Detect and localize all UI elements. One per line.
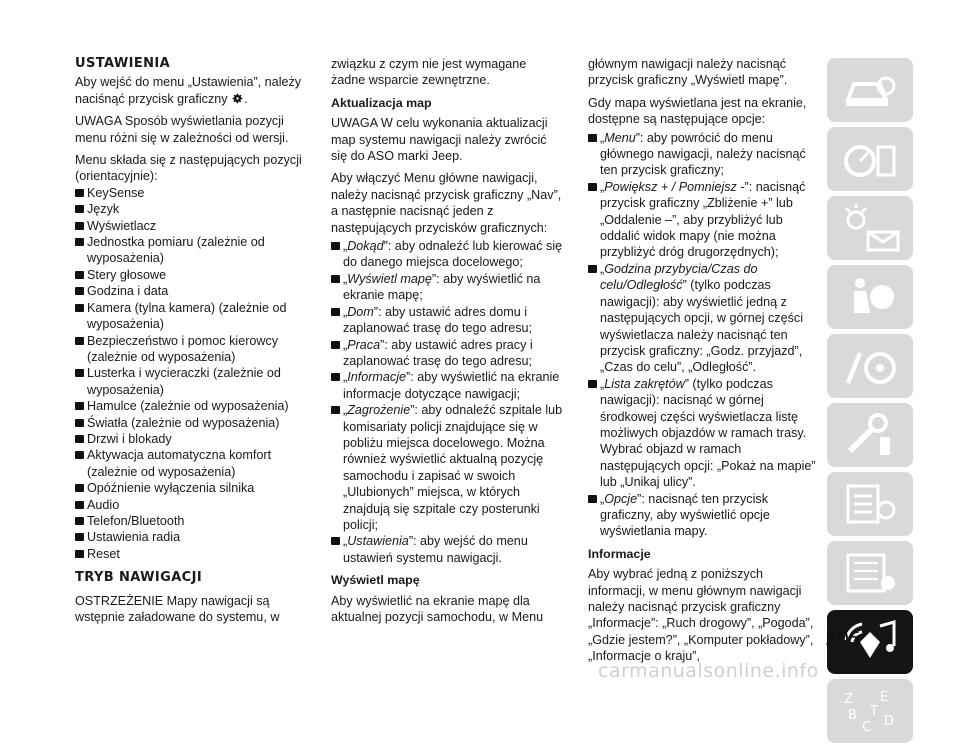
list-item: Wyświetlacz xyxy=(75,218,307,234)
option-text: : aby odnaleźć szpitale lub komisariaty policji znajdujące się w pobliżu miejsca docelowego. Można również wyświetlić aktualną pozycję samochodu i zapisać w swoich „Ulubionych” miejsca, w których znajdują się szpitale czy posterunki policji; xyxy=(343,403,563,532)
list-item: Stery głosowe xyxy=(75,267,307,283)
svg-text:D: D xyxy=(884,714,895,729)
option-name: Powiększ + / Pomniejsz - xyxy=(604,179,745,194)
page-number: 305 xyxy=(825,628,862,650)
option-item: „Dokąd”: aby odnaleźć lub kierować się do danego miejsca docelowego; xyxy=(331,238,563,271)
option-text: : aby ustawić adres pracy i zaplanować trasę do tego adresu; xyxy=(343,337,533,368)
tab-vehicle-overview[interactable] xyxy=(827,58,913,122)
section-title-settings: USTAWIENIA xyxy=(75,56,171,71)
svg-text:C: C xyxy=(862,720,872,735)
tab-emergency[interactable] xyxy=(827,403,913,467)
option-text: : aby powrócić do menu głównego nawigacji, należy nacisnąć ten przycisk graficzny; xyxy=(600,130,806,178)
option-text: : nacisnąć ten przycisk graficzny, aby wyświetlić opcje wyświetlania mapy. xyxy=(600,491,770,539)
paragraph: Aby wyświetlić na ekranie mapę dla aktualnej pozycji samochodu, w Menu xyxy=(331,593,544,624)
paragraph: Gdy mapa wyświetlana jest na ekranie, dostępne są następujące opcje: xyxy=(588,95,807,127)
column-1 xyxy=(75,56,307,631)
option-text: : aby wyświetlić na ekranie mapę; xyxy=(343,271,541,303)
list-item: Hamulce (zależnie od wyposażenia) xyxy=(75,398,307,414)
tab-safety[interactable] xyxy=(827,265,913,329)
paragraph-text: Aby wejść do menu „Ustawienia”, należy naciśnąć przycisk graficzny xyxy=(75,75,302,106)
list-item: Lusterka i wycieraczki (zależnie od wyposażenia) xyxy=(75,365,307,398)
option-name: Wyświetl mapę xyxy=(347,271,432,286)
option-name: Godzina przybycia/Czas do celu/Odległość xyxy=(600,261,758,293)
option-item: „Lista zakrętów” (tylko podczas nawigacji): nacisnąć w górnej środkowej części wyświetlacza listę możliwych objazdów w ramach trasy. Wybrać objazd w ramach następujących opcji: „Pokaż na mapie” lub „Unikaj ulicy”. xyxy=(588,376,816,491)
watermark: carmanualsonline.info xyxy=(598,660,819,682)
option-item: „Menu”: aby powrócić do menu głównego nawigacji, należy nacisnąć ten przycisk graficzny; xyxy=(588,130,816,179)
warning-paragraph: OSTRZEŻENIE Mapy nawigacji są wstępnie załadowane do systemu, w xyxy=(75,593,280,624)
paragraph xyxy=(75,74,307,107)
option-item: „Dom”: aby ustawić adres domu i zaplanować trasę do tego adresu; xyxy=(331,304,563,337)
tab-index[interactable] xyxy=(827,679,913,743)
note-paragraph: UWAGA W celu wykonania aktualizacji map systemu nawigacji należy zwrócić się do ASO marki Jeep. xyxy=(331,116,548,164)
list-item: Telefon/Bluetooth xyxy=(75,513,307,529)
option-name: Opcje xyxy=(604,491,638,506)
list-item: Ustawienia radia xyxy=(75,529,307,545)
option-item: „Opcje”: nacisnąć ten przycisk graficzny, aby wyświetlić opcje wyświetlania mapy. xyxy=(588,491,816,540)
note-paragraph: UWAGA Sposób wyświetlania pozycji menu różni się w zależności od wersji. xyxy=(75,114,289,145)
option-name: Dom xyxy=(347,304,374,319)
instrument-cluster-icon xyxy=(840,135,900,183)
svg-text:Z: Z xyxy=(844,692,853,707)
tab-service-maintenance[interactable] xyxy=(827,472,913,536)
paragraph: Aby wybrać jedną z poniższych informacji, w menu głównym nawigacji należy nacisnąć przycisk graficzny „Informacje”: „Ruch drogowy”, „Pogoda”, „Gdzie jestem?”, „Komputer pokładowy”, „Informacje o kraju”, xyxy=(588,567,814,664)
option-name: Lista zakrętów xyxy=(604,376,685,391)
option-text: : nacisnąć przycisk graficzny „Zbliżenie +” lub „Oddalenie –”, aby przybliżyć lub oddalić widok mapy (nie można przybliżyć dróg drugorzędnych); xyxy=(600,179,806,260)
option-item: „Wyświetl mapę”: aby wyświetlić na ekranie mapę; xyxy=(331,271,563,304)
list-item: Jednostka pomiaru (zależnie od wyposażenia) xyxy=(75,234,307,267)
option-name: Ustawienia xyxy=(347,534,409,549)
alphabet-index-icon xyxy=(840,687,900,735)
svg-text:T: T xyxy=(870,704,878,719)
list-item: Bezpieczeństwo i pomoc kierowcy (zależnie od wyposażenia) xyxy=(75,333,307,366)
subheading-map-update: Aktualizacja map xyxy=(331,95,432,110)
option-text: : aby ustawić adres domu i zaplanować trasę do tego adresu; xyxy=(343,304,533,336)
subheading-show-map: Wyświetl mapę xyxy=(331,573,420,588)
column-2 xyxy=(331,56,563,631)
technical-data-icon xyxy=(840,549,900,597)
tool-icon xyxy=(840,411,900,459)
list-item: Kamera (tylna kamera) (zależnie od wyposażenia) xyxy=(75,300,307,333)
option-text: : aby wejść do menu ustawień systemu nawigacji. xyxy=(343,534,528,565)
option-name: Informacje xyxy=(347,370,406,385)
option-item: „Praca”: aby ustawić adres pracy i zaplanować trasę do tego adresu; xyxy=(331,337,563,370)
steering-wheel-icon xyxy=(840,342,900,390)
subheading-information: Informacje xyxy=(588,546,651,561)
tab-technical-data[interactable] xyxy=(827,541,913,605)
option-name: Praca xyxy=(347,337,381,352)
option-item: „Informacje”: aby wyświetlić na ekranie informacje dotyczące nawigacji; xyxy=(331,369,563,402)
list-item: Reset xyxy=(75,546,307,562)
gear-icon xyxy=(231,92,244,105)
warning-light-icon xyxy=(840,204,900,252)
option-item: „Zagrożenie”: aby odnaleźć szpitale lub komisariaty policji znajdujące się w pobliżu miejsca docelowego. Można również wyświetlić aktualną pozycję samochodu i zapisać w swoich „Ulubionych” miejsca, w których znajdują się szpitale czy posterunki policji; xyxy=(331,402,563,533)
settings-list xyxy=(75,185,307,562)
option-item: „Powiększ + / Pomniejsz -”: nacisnąć przycisk graficzny „Zbliżenie +” lub „Oddalenie –”, aby przybliżyć lub oddalić widok mapy (nie można przybliżyć dróg drugorzędnych); xyxy=(588,179,816,261)
option-name: Dokąd xyxy=(347,239,384,254)
option-text: : aby wyświetlić na ekranie informacje dotyczące nawigacji; xyxy=(343,370,560,401)
option-name: Menu xyxy=(604,130,636,145)
list-item: Światła (zależnie od wyposażenia) xyxy=(75,415,307,431)
column-3 xyxy=(588,56,816,671)
car-dashboard-icon xyxy=(840,66,900,114)
list-item: Aktywacja automatyczna komfort (zależnie od wyposażenia) xyxy=(75,447,307,480)
list-item: Drzwi i blokady xyxy=(75,431,307,447)
paragraph: Menu składa się z następujących pozycji (orientacyjnie): xyxy=(75,153,302,184)
svg-text:B: B xyxy=(848,708,857,723)
option-text: : aby odnaleźć lub kierować się do danego miejsca docelowego; xyxy=(343,239,563,270)
svg-text:E: E xyxy=(880,690,889,705)
list-item: KeySense xyxy=(75,185,307,201)
paragraph: Aby włączyć Menu główne nawigacji, należy nacisnąć przycisk graficzny „Nav”, a następnie nacisnąć jeden z następujących przycisków graficznych: xyxy=(331,171,562,235)
list-item: Opóźnienie wyłączenia silnika xyxy=(75,480,307,496)
tab-getting-to-know[interactable] xyxy=(827,127,913,191)
option-text: (tylko podczas nawigacji): aby wyświetlić jedną z następujących opcji, w górnej części wyświetlacza należy nacisnąć ten przycisk graficzny: „Godz. przyjazd”, „Czas do celu”, „Odległość”. xyxy=(600,278,804,375)
list-item: Język xyxy=(75,201,307,217)
tab-warning-lights[interactable] xyxy=(827,196,913,260)
option-text: (tylko podczas nawigacji): nacisnąć w górnej środkowej części wyświetlacza listę możliwych objazdów w ramach trasy. Wybrać objazd w ramach następujących opcji: „Pokaż na mapie” lub „Unikaj ulicy”. xyxy=(600,376,816,490)
list-item: Godzina i data xyxy=(75,283,307,299)
paragraph: głównym nawigacji należy nacisnąć przycisk graficzny „Wyświetl mapę”. xyxy=(588,57,788,88)
paragraph-end: . xyxy=(244,91,248,106)
maintenance-icon xyxy=(840,480,900,528)
section-title-navigation: TRYB NAWIGACJI xyxy=(75,570,203,586)
paragraph: związku z czym nie jest wymagane żadne wsparcie zewnętrzne. xyxy=(331,57,527,88)
list-item: Audio xyxy=(75,497,307,513)
tab-starting-driving[interactable] xyxy=(827,334,913,398)
option-name: Zagrożenie xyxy=(347,403,411,418)
option-item: „Godzina przybycia/Czas do celu/Odległość” (tylko podczas nawigacji): aby wyświetlić jedną z następujących opcji, w górnej części wyświetlacza należy nacisnąć ten przycisk graficzny: „Godz. przyjazd”, „Czas do celu”, „Odległość”. xyxy=(588,261,816,376)
airbag-icon xyxy=(840,273,900,321)
option-item: „Ustawienia”: aby wejść do menu ustawień systemu nawigacji. xyxy=(331,533,563,566)
